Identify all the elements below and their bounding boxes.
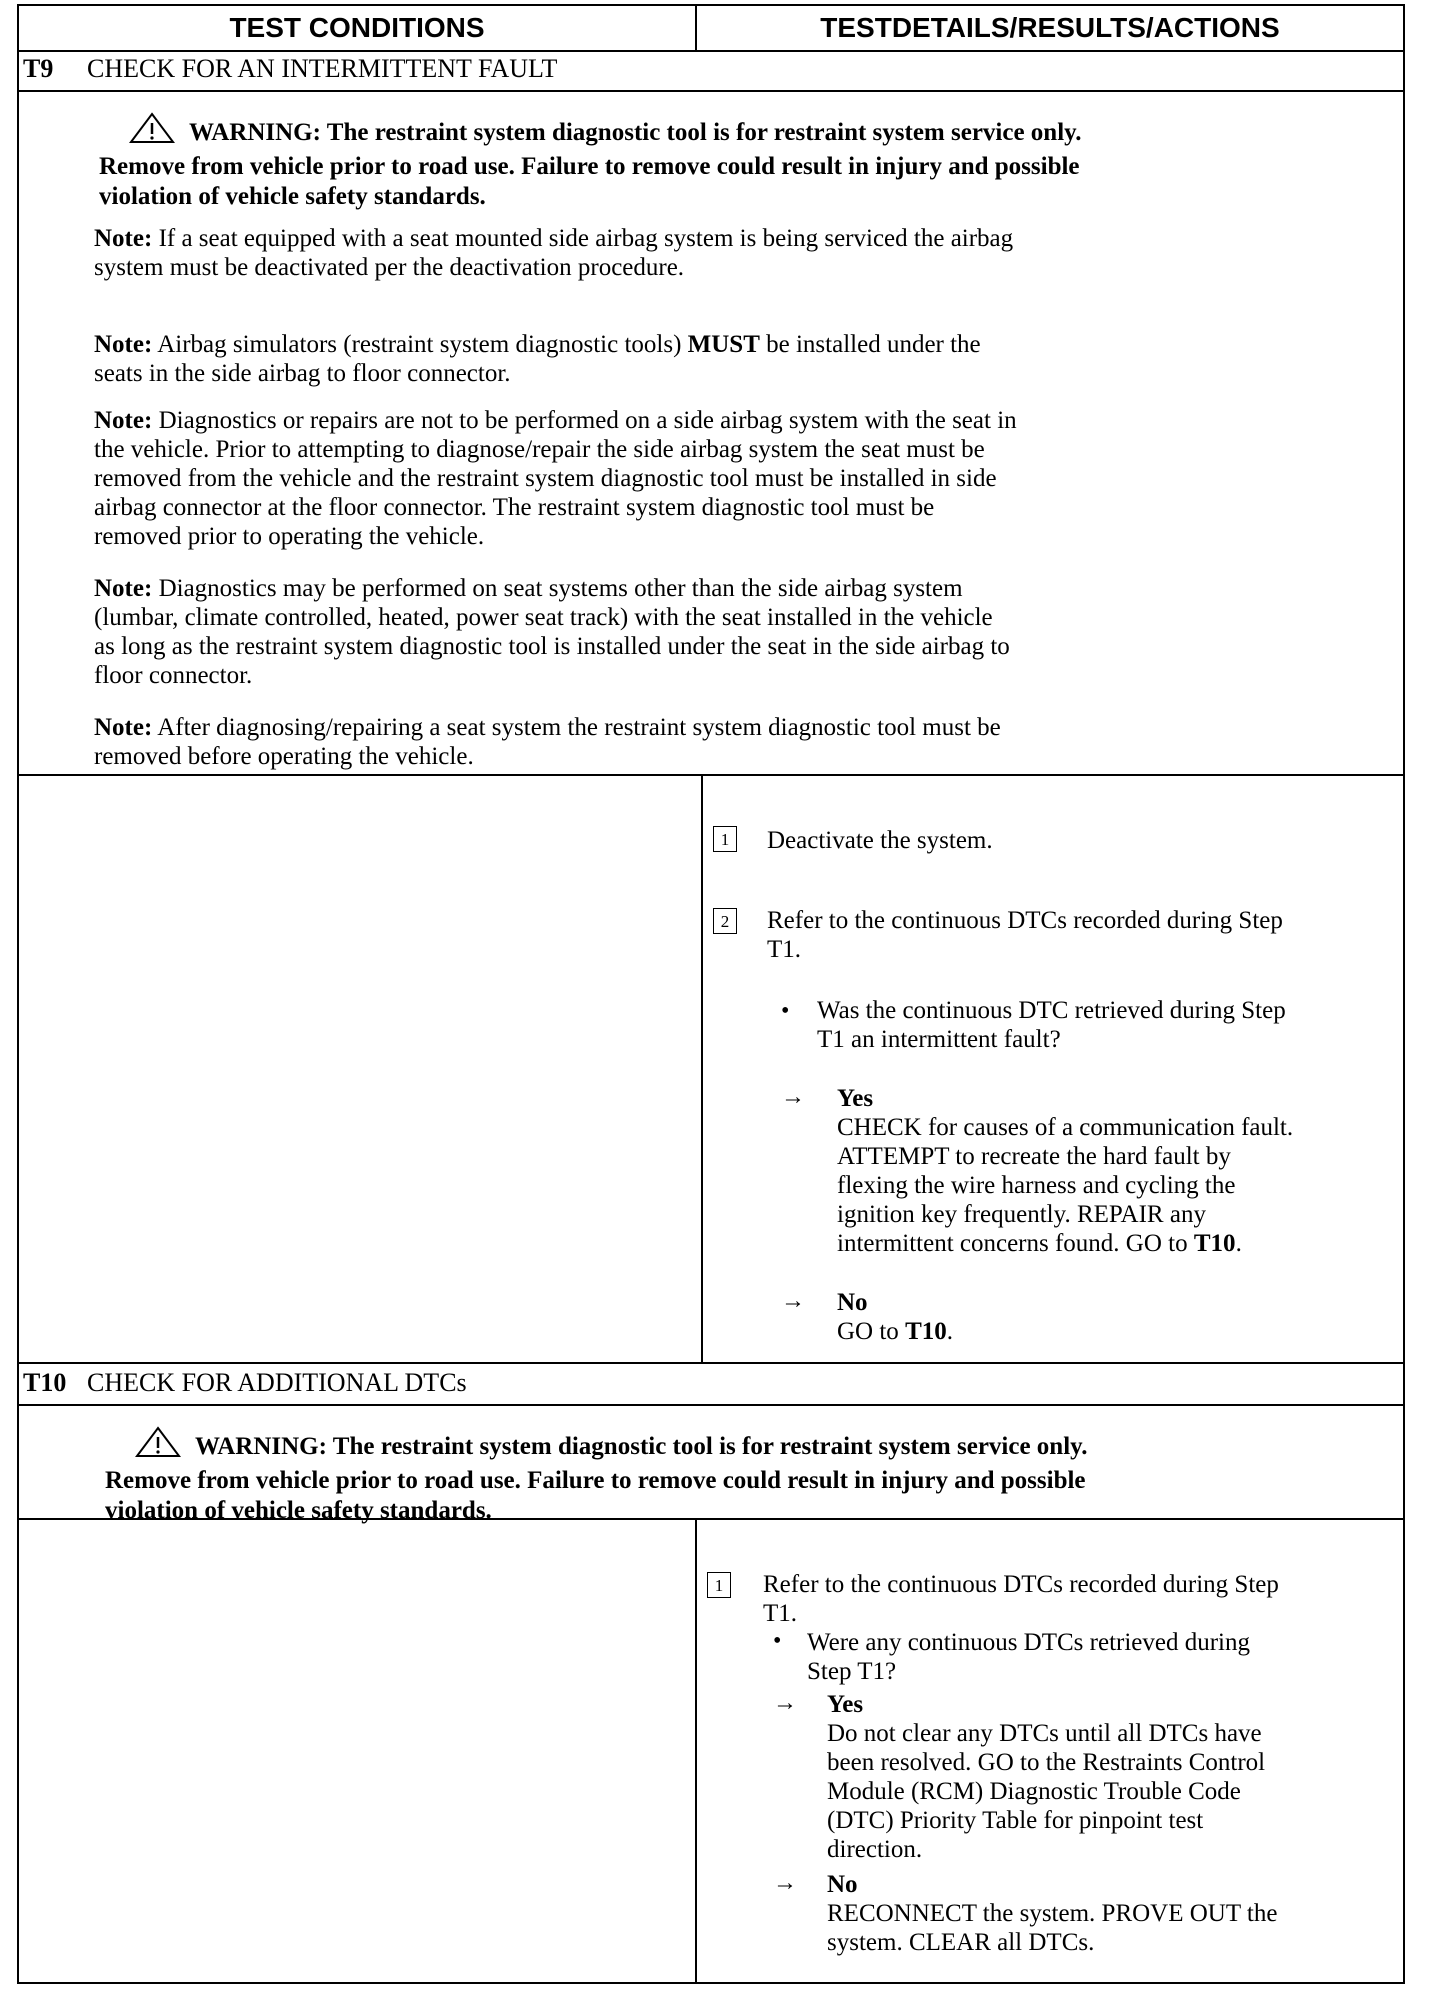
answer-line: RECONNECT the system. PROVE OUT the [827,1900,1278,1927]
step-line: T1. [763,1600,798,1627]
t9-warning-line2: Remove from vehicle prior to road use. Failure to remove could result in injury and possible [99,153,1080,180]
t9-note-3 [94,406,1214,551]
answer-line: been resolved. GO to the Restraints Control [827,1749,1266,1776]
step-reference: T10 [1193,1230,1236,1257]
arrow-right-icon: → [773,1870,797,1896]
rule-header [19,50,1403,52]
answer-line: CHECK for causes of a communication fault. [837,1114,1294,1141]
note-line: Diagnostics may be performed on seat systems other than the side airbag system [158,575,963,602]
t9-note-5 [94,713,1214,771]
t9-note-2 [94,330,1214,388]
note-line: seats in the side airbag to floor connector. [94,360,511,387]
step-line: Refer to the continuous DTCs recorded during Step [767,907,1283,934]
answer-label: No [837,1289,868,1316]
note-line: removed before operating the vehicle. [94,743,474,770]
note-line: (lumbar, climate controlled, heated, power seat track) with the seat installed in the vehicle [94,604,993,631]
t10-warning [105,1426,1088,1526]
answer-line: direction. [827,1836,923,1863]
t10-column-divider [695,1518,697,1984]
step-t10-header [23,1368,467,1398]
answer-line: ATTEMPT to recreate the hard fault by [837,1143,1231,1170]
bullet-icon: • [781,998,790,1024]
header-test-conditions: TEST CONDITIONS [229,12,485,43]
answer-label: Yes [827,1691,864,1718]
step-t10-number: T10 [23,1368,67,1397]
t10-step1-text [763,1570,1279,1628]
note-label: Note: [94,407,153,434]
answer-label: No [827,1871,858,1898]
note-line: removed from the vehicle and the restraint system diagnostic tool must be installed in side [94,465,997,492]
answer-line: flexing the wire harness and cycling the [837,1172,1236,1199]
note-line: airbag connector at the floor connector. The restraint system diagnostic tool must be [94,494,935,521]
question-line: Were any continuous DTCs retrieved during [807,1629,1251,1656]
t9-note-4 [94,574,1214,690]
note-label: Note: [94,714,153,741]
note-emphasis: MUST [687,331,760,358]
t9-note-1 [94,224,1214,282]
t9-yes-answer [837,1084,1293,1258]
step-line: T1. [767,936,802,963]
note-line: floor connector. [94,662,253,689]
rule-t10-warning [19,1518,1403,1520]
note-line: If a seat equipped with a seat mounted side airbag system is being serviced the airbag [158,225,1014,252]
t9-step1-text: Deactivate the system. [767,827,993,854]
diagnostic-table [17,4,1405,1984]
t9-warning [99,112,1082,212]
answer-line: ignition key frequently. REPAIR any [837,1201,1206,1228]
rule-t9-end [19,1362,1403,1364]
bullet-icon: • [773,1628,782,1654]
note-line: as long as the restraint system diagnostic tool is installed under the seat in the side airbag to [94,633,1010,660]
answer-line: Do not clear any DTCs until all DTCs have [827,1720,1262,1747]
step-box: 1 [713,826,737,852]
step-line: Refer to the continuous DTCs recorded during Step [763,1571,1279,1598]
step-t9-number: T9 [23,54,54,83]
t9-warning-line3: violation of vehicle safety standards. [99,183,486,210]
note-line: removed prior to operating the vehicle. [94,523,485,550]
step-box: 1 [707,1572,731,1598]
question-line: Step T1? [807,1658,897,1685]
header-test-details: TESTDETAILS/RESULTS/ACTIONS [820,12,1280,43]
answer-label: Yes [837,1085,874,1112]
answer-line: GO to [837,1318,899,1345]
t9-question [817,996,1286,1054]
t9-no-answer [837,1288,953,1346]
t10-warning-line1: The restraint system diagnostic tool is for restraint system service only. [332,1433,1088,1460]
rule-t9-notes [19,774,1403,776]
question-line: Was the continuous DTC retrieved during Step [817,997,1286,1024]
warning-triangle-icon [129,112,175,152]
t10-question [807,1628,1250,1686]
t10-yes-answer [827,1690,1265,1864]
answer-line: system. CLEAR all DTCs. [827,1929,1095,1956]
t10-warning-label: WARNING: [195,1433,327,1460]
step-t9-header [23,54,557,84]
note-label: Note: [94,575,153,602]
answer-line: (DTC) Priority Table for pinpoint test [827,1807,1204,1834]
warning-triangle-icon [135,1426,181,1466]
note-line: the vehicle. Prior to attempting to diagnose/repair the side airbag system the seat must be [94,436,985,463]
step-t9-title: CHECK FOR AN INTERMITTENT FAULT [87,54,558,83]
step-box: 2 [713,908,737,934]
t9-warning-line1: The restraint system diagnostic tool is for restraint system service only. [326,119,1082,146]
note-label: Note: [94,331,153,358]
note-line: be installed under the [766,331,981,358]
answer-line: . [1235,1230,1242,1257]
answer-line: intermittent concerns found. GO to [837,1230,1188,1257]
step-t10-title: CHECK FOR ADDITIONAL DTCs [87,1368,467,1397]
t10-warning-line3: violation of vehicle safety standards. [105,1497,492,1524]
note-label: Note: [94,225,153,252]
note-line: After diagnosing/repairing a seat system the restraint system diagnostic tool must be [157,714,1001,741]
rule-t9-header [19,90,1403,92]
arrow-right-icon: → [781,1288,805,1314]
note-line: Airbag simulators (restraint system diagnostic tools) [157,331,682,358]
answer-line: . [946,1318,953,1345]
arrow-right-icon: → [781,1084,805,1110]
arrow-right-icon: → [773,1690,797,1716]
t9-warning-label: WARNING: [189,119,321,146]
t10-warning-line2: Remove from vehicle prior to road use. Failure to remove could result in injury and possible [105,1467,1086,1494]
note-line: Diagnostics or repairs are not to be performed on a side airbag system with the seat in [158,407,1017,434]
note-line: system must be deactivated per the deactivation procedure. [94,254,685,281]
step-reference: T10 [905,1318,947,1345]
t10-no-answer [827,1870,1277,1957]
rule-t10-header [19,1404,1403,1406]
answer-line: Module (RCM) Diagnostic Trouble Code [827,1778,1241,1805]
t9-column-divider [701,774,703,1362]
t9-step2-text [767,906,1283,964]
header-divider [695,6,697,50]
question-line: T1 an intermittent fault? [817,1026,1061,1053]
